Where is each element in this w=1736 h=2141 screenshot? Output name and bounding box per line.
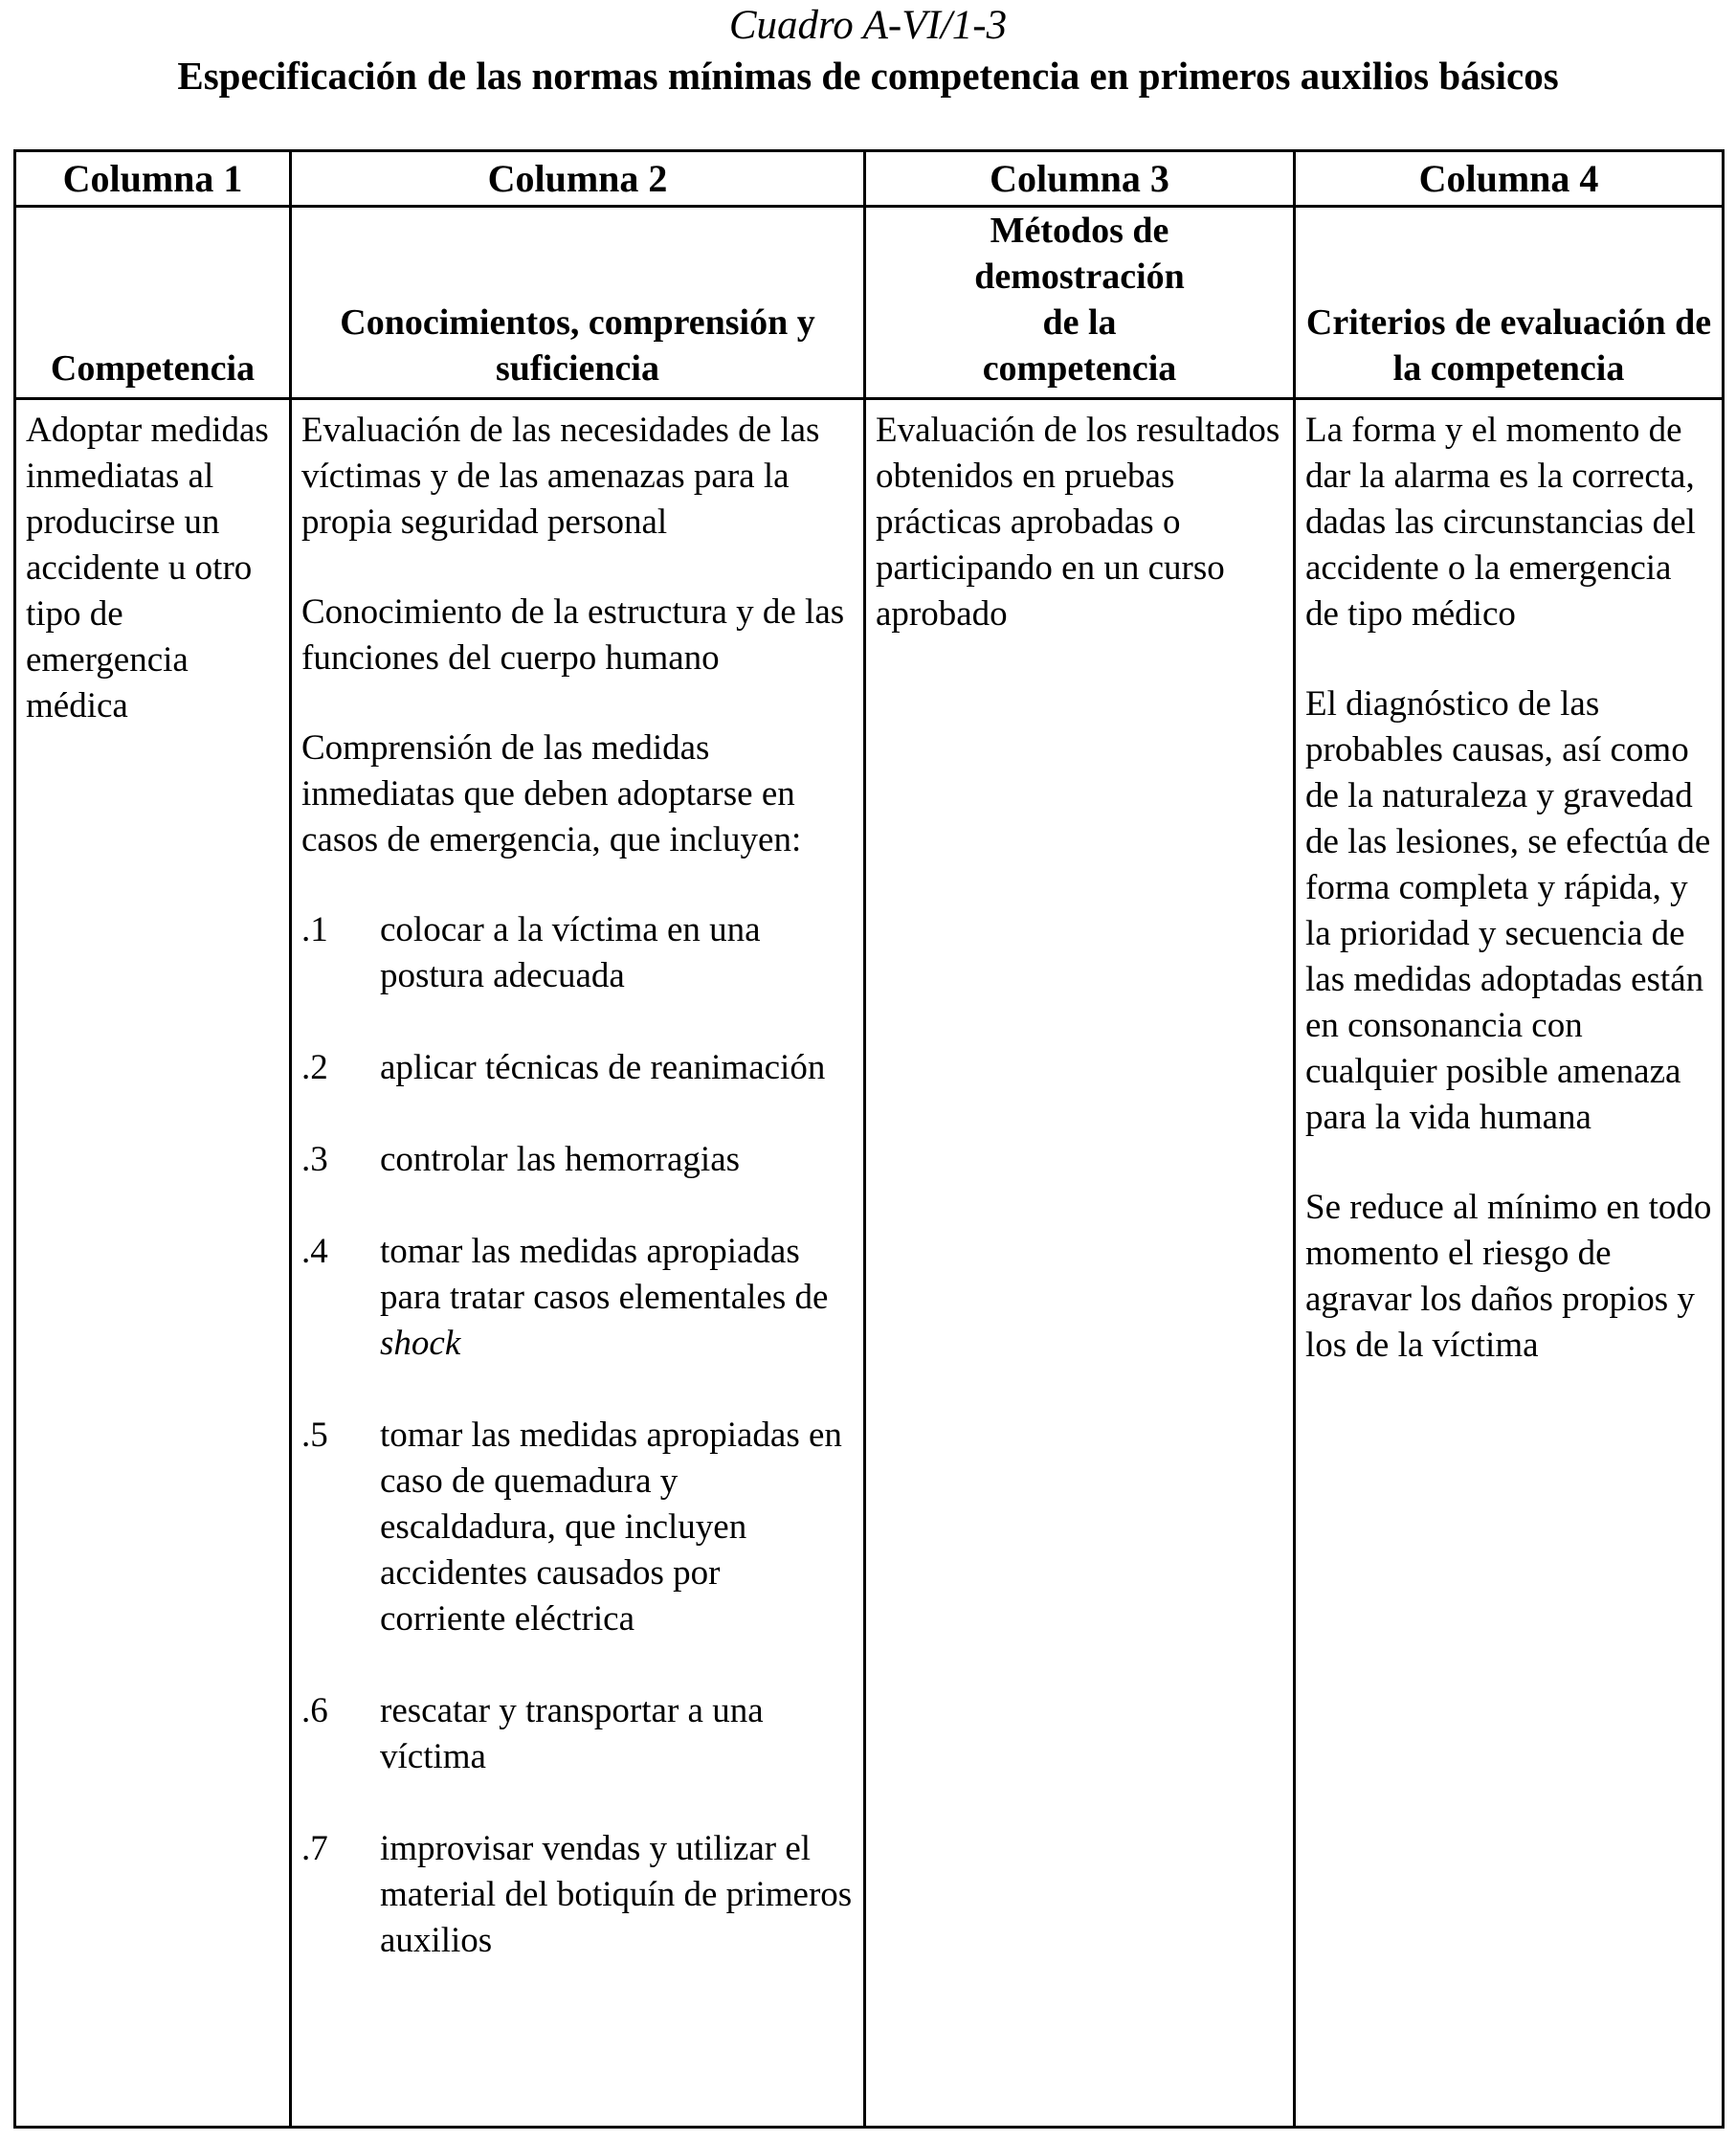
item-number: .4 <box>301 1232 328 1271</box>
methods-cell <box>865 399 1295 2128</box>
competence-cell <box>15 399 291 2128</box>
item-number: .7 <box>301 1829 328 1868</box>
item-text: colocar a la víctima en una postura adecuada <box>380 910 761 995</box>
content-row <box>15 399 1724 2128</box>
methods-text: Evaluación de los resultados obtenidos en pruebas prácticas aprobadas o participando en un curso aprobado <box>876 411 1280 634</box>
item-text-wrapper <box>380 1229 854 1367</box>
column-header-1: Competencia <box>15 207 291 399</box>
list-item <box>301 1137 854 1183</box>
column-header-row <box>15 207 1724 399</box>
measures-list <box>301 907 854 1964</box>
list-item <box>301 1688 854 1780</box>
item-number: .1 <box>301 910 328 949</box>
knowledge-paragraph: Conocimiento de la estructura y de las funciones del cuerpo humano <box>301 592 845 678</box>
column-number-2: Columna 2 <box>291 151 865 207</box>
knowledge-cell <box>291 399 865 2128</box>
knowledge-paragraph: Evaluación de las necesidades de las víctimas y de las amenazas para la propia seguridad personal <box>301 411 820 542</box>
criteria-paragraph: Se reduce al mínimo en todo momento el riesgo de agravar los daños propios y los de la víctima <box>1305 1188 1712 1365</box>
criteria-paragraph: El diagnóstico de las probables causas, así como de la naturaleza y gravedad de las lesiones, se efectúa de forma completa y rápida, y la prioridad y secuencia de las medidas adoptadas están en consonancia con cualquier posible amenaza para la vida humana <box>1305 684 1711 1137</box>
competence-table <box>13 149 1725 2129</box>
column-header-2: Conocimientos, comprensión y suficiencia <box>291 207 865 399</box>
item-text: tomar las medidas apropiadas para tratar casos elementales de <box>380 1232 829 1317</box>
item-number: .5 <box>301 1416 328 1455</box>
item-number: .3 <box>301 1140 328 1179</box>
item-text: aplicar técnicas de reanimación <box>380 1048 826 1087</box>
item-italic-term: shock <box>380 1324 461 1363</box>
knowledge-paragraph: Comprensión de las medidas inmediatas que deben adoptarse en casos de emergencia, que incluyen: <box>301 728 802 859</box>
list-item <box>301 907 854 999</box>
item-text: tomar las medidas apropiadas en caso de quemadura y escaldadura, que incluyen accidentes causados por corriente eléctrica <box>380 1416 842 1639</box>
list-item <box>301 1045 854 1091</box>
list-item <box>301 1826 854 1964</box>
list-item <box>301 1229 854 1367</box>
competence-text: Adoptar medidas inmediatas al producirse un accidente u otro tipo de emergencia médica <box>26 411 269 725</box>
column-number-4: Columna 4 <box>1295 151 1724 207</box>
item-text: rescatar y transportar a una víctima <box>380 1691 764 1776</box>
item-number: .6 <box>301 1691 328 1730</box>
item-number: .2 <box>301 1048 328 1087</box>
criteria-cell <box>1295 399 1724 2128</box>
column-number-1: Columna 1 <box>15 151 291 207</box>
table-caption: Cuadro A-VI/1-3 <box>728 3 1008 48</box>
item-text: controlar las hemorragias <box>380 1140 741 1179</box>
column-number-3: Columna 3 <box>865 151 1295 207</box>
list-item <box>301 1413 854 1642</box>
column-header-4: Criterios de evaluación de la competencia <box>1295 207 1724 399</box>
column-header-3: Métodos de demostración de la competencia <box>865 207 1295 399</box>
item-text: improvisar vendas y utilizar el material del botiquín de primeros auxilios <box>380 1829 853 1960</box>
table-title: Especificación de las normas mínimas de competencia en primeros auxilios básicos <box>177 54 1559 98</box>
criteria-paragraph: La forma y el momento de dar la alarma es la correcta, dadas las circunstancias del accidente o la emergencia de tipo médico <box>1305 411 1696 634</box>
column-number-row <box>15 151 1724 207</box>
